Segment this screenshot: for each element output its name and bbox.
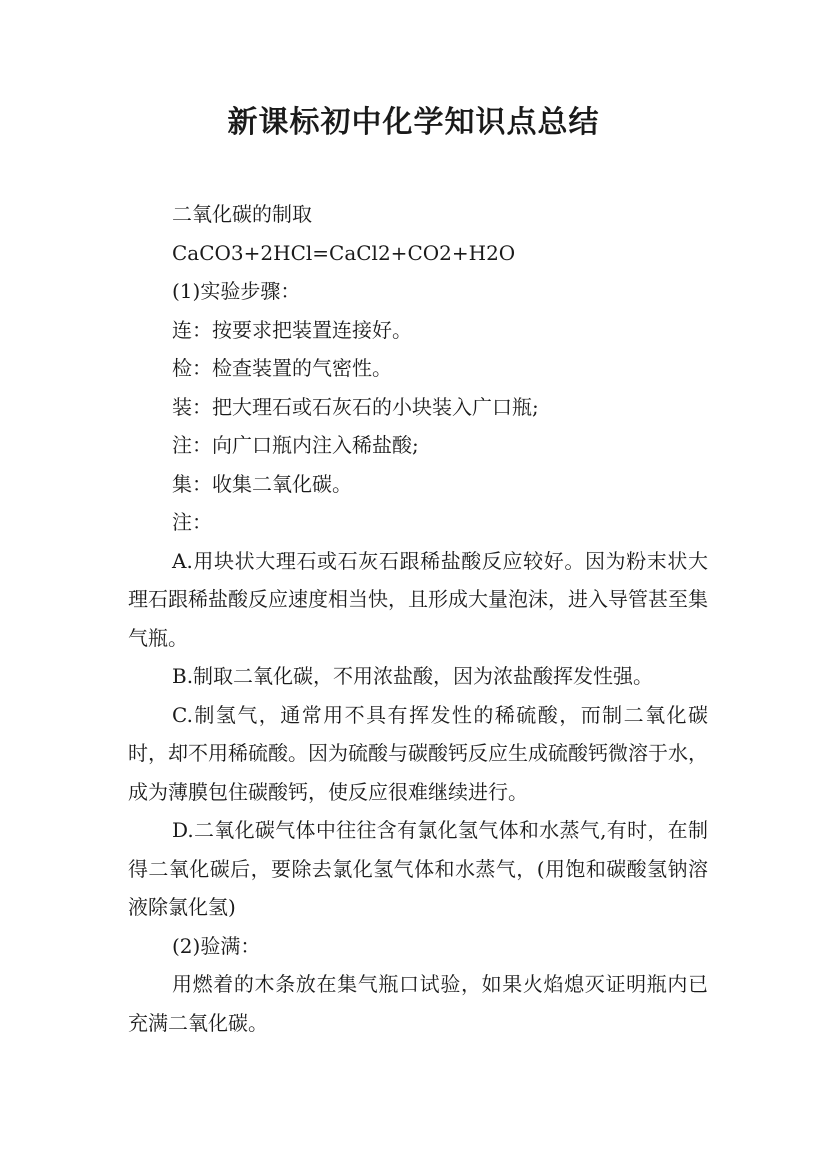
notes-heading: 注：	[172, 510, 212, 534]
step-connect: 连：按要求把装置连接好。	[172, 317, 412, 342]
step-check: 检：检查装置的气密性。	[172, 356, 392, 380]
note-b: B.制取二氧化碳，不用浓盐酸，因为浓盐酸挥发性强。	[172, 664, 654, 688]
document-body	[128, 195, 708, 1042]
step-load: 装：把大理石或石灰石的小块装入广口瓶;	[172, 394, 539, 419]
chemical-equation: CaCO3+2HCl=CaCl2+CO2+H2O	[172, 240, 516, 265]
note-c: C.制氢气，通常用不具有挥发性的稀硫酸，而制二氧化碳时，却不用稀硫酸。因为硫酸与碳酸钙反应生成硫酸钙微溶于水，成为薄膜包住碳酸钙，使反应很难继续进行。	[128, 702, 708, 804]
full-check-text: 用燃着的木条放在集气瓶口试验，如果火焰熄灭证明瓶内已充满二氧化碳。	[128, 972, 708, 1035]
note-d: D.二氧化碳气体中往往含有氯化氢气体和水蒸气,有时，在制得二氧化碳后，要除去氯化氢气体和水蒸气，(用饱和碳酸氢钠溶液除氯化氢)	[128, 818, 708, 919]
full-check-heading: (2)验满：	[172, 933, 261, 958]
section-heading: 二氧化碳的制取	[172, 202, 312, 226]
step-collect: 集：收集二氧化碳。	[172, 471, 352, 496]
steps-heading: (1)实验步骤：	[172, 279, 301, 303]
note-a: A.用块状大理石或石灰石跟稀盐酸反应较好。因为粉末状大理石跟稀盐酸反应速度相当快，且形成大量泡沫，进入导管甚至集气瓶。	[128, 548, 708, 650]
document-title: 新课标初中化学知识点总结	[227, 105, 600, 140]
step-inject: 注：向广口瓶内注入稀盐酸;	[172, 433, 419, 457]
